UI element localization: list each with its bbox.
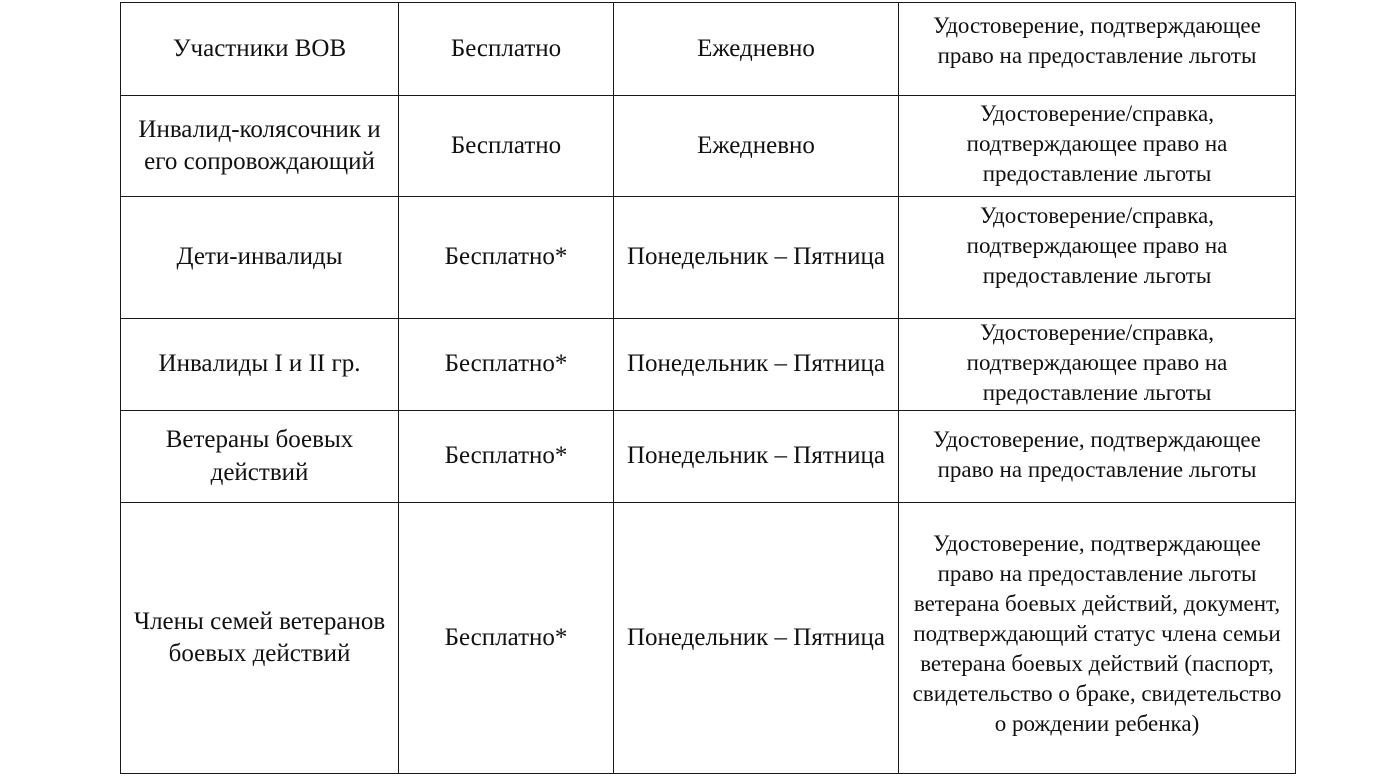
document-cell bbox=[899, 319, 1296, 411]
table-row bbox=[121, 197, 1296, 319]
schedule-cell bbox=[614, 3, 899, 96]
table-row bbox=[121, 96, 1296, 197]
category-cell bbox=[121, 503, 399, 774]
price-text: Бесплатно* bbox=[444, 442, 568, 470]
category-cell bbox=[121, 197, 399, 319]
schedule-cell bbox=[614, 319, 899, 411]
schedule-text: Понедельник – Пятница bbox=[626, 442, 885, 470]
document-text: Удостоверение, подтверждающее право на предоставление льготы bbox=[933, 13, 1261, 68]
price-text: Бесплатно* bbox=[444, 243, 568, 271]
table-row bbox=[121, 503, 1296, 774]
document-text: Удостоверение/справка, подтверждающее право на предоставление льготы bbox=[966, 101, 1228, 186]
category-cell bbox=[121, 3, 399, 96]
table-row bbox=[121, 319, 1296, 411]
schedule-text: Ежедневно bbox=[697, 34, 815, 62]
table-row bbox=[121, 3, 1296, 96]
price-cell bbox=[399, 3, 614, 96]
category-text: Инвалиды I и II гр. bbox=[158, 350, 361, 378]
schedule-text: Понедельник – Пятница bbox=[626, 350, 885, 378]
document-cell bbox=[899, 411, 1296, 503]
category-cell bbox=[121, 319, 399, 411]
document-cell bbox=[899, 197, 1296, 319]
price-text: Бесплатно bbox=[450, 34, 562, 62]
document-cell bbox=[899, 96, 1296, 197]
schedule-text: Ежедневно bbox=[697, 131, 815, 159]
category-text: Дети-инвалиды bbox=[176, 243, 343, 271]
category-text: Ветераны боевых действий bbox=[165, 426, 354, 486]
price-cell bbox=[399, 197, 614, 319]
category-text: Члены семей ветеранов боевых действий bbox=[133, 607, 386, 667]
category-cell bbox=[121, 96, 399, 197]
category-text: Участники ВОВ bbox=[172, 34, 347, 62]
document-text: Удостоверение, подтверждающее право на предоставление льготы bbox=[933, 426, 1261, 482]
price-cell bbox=[399, 96, 614, 197]
schedule-cell bbox=[614, 503, 899, 774]
document-cell bbox=[899, 503, 1296, 774]
price-cell bbox=[399, 411, 614, 503]
schedule-text: Понедельник – Пятница bbox=[626, 623, 885, 651]
category-text: Инвалид-колясочник и его сопровождающий bbox=[138, 115, 381, 175]
document-text: Удостоверение, подтверждающее право на предоставление льготы ветерана боевых действий, документ, подтверждающий статус члена семьи ветерана боевых действий (паспорт, свидетельство о браке, свидетельство о рождении ребенка) bbox=[912, 531, 1282, 736]
benefits-table bbox=[120, 2, 1296, 774]
document-text: Удостоверение/справка, подтверждающее право на предоставление льготы bbox=[966, 319, 1228, 405]
price-text: Бесплатно* bbox=[444, 350, 568, 378]
document-cell bbox=[899, 3, 1296, 96]
category-cell bbox=[121, 411, 399, 503]
schedule-cell bbox=[614, 197, 899, 319]
price-text: Бесплатно* bbox=[444, 623, 568, 651]
schedule-cell bbox=[614, 411, 899, 503]
table-row bbox=[121, 411, 1296, 503]
schedule-text: Понедельник – Пятница bbox=[626, 243, 885, 271]
document-text: Удостоверение/справка, подтверждающее право на предоставление льготы bbox=[966, 202, 1228, 288]
price-text: Бесплатно bbox=[450, 131, 562, 159]
schedule-cell bbox=[614, 96, 899, 197]
price-cell bbox=[399, 319, 614, 411]
price-cell bbox=[399, 503, 614, 774]
